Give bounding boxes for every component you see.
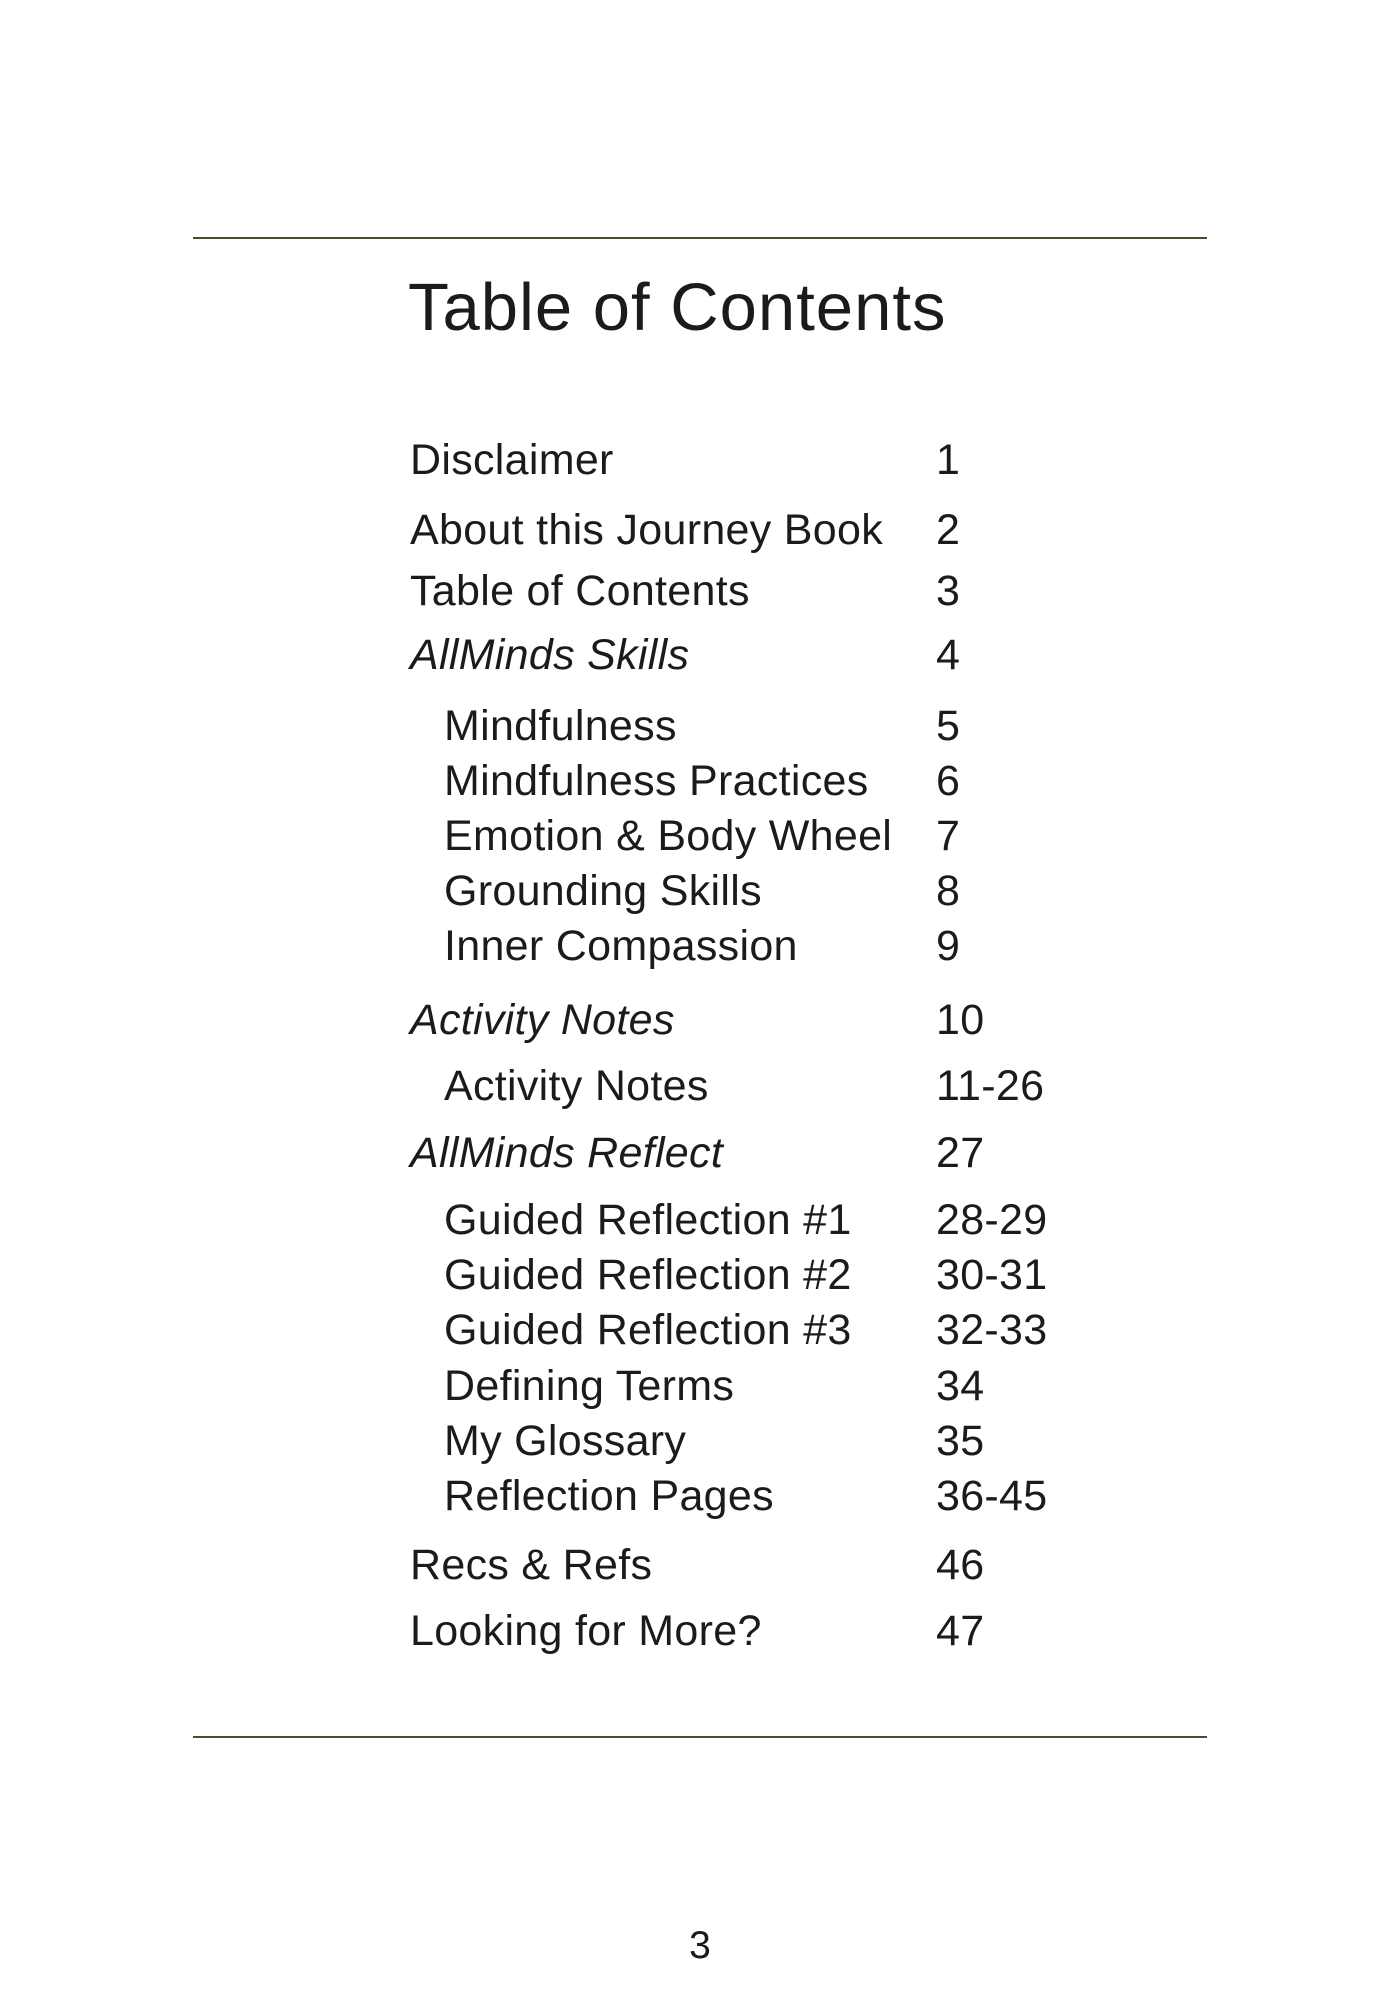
toc-entry-label: Guided Reflection #1 — [444, 1196, 852, 1244]
toc-entry-page: 2 — [936, 506, 961, 554]
toc-entry-label: Defining Terms — [444, 1362, 735, 1410]
toc-entry — [0, 567, 1400, 620]
toc-entry — [0, 1417, 1400, 1470]
toc-entry — [0, 1196, 1400, 1249]
toc-entry-page: 3 — [936, 567, 961, 615]
toc-entry — [0, 757, 1400, 810]
page-number: 3 — [689, 1924, 711, 1967]
toc-entry — [0, 922, 1400, 975]
toc-entry-page: 47 — [936, 1607, 985, 1655]
toc-entry — [0, 1306, 1400, 1359]
toc-entry — [0, 702, 1400, 755]
toc-entry-page: 10 — [936, 996, 985, 1044]
toc-entry-page: 4 — [936, 631, 961, 679]
toc-entry-label: Inner Compassion — [444, 922, 798, 970]
toc-entry-label: Guided Reflection #2 — [444, 1251, 852, 1299]
toc-entry-page: 36-45 — [936, 1472, 1048, 1520]
toc-entry-page: 35 — [936, 1417, 985, 1465]
top-divider — [193, 237, 1207, 239]
toc-entry-page: 1 — [936, 436, 961, 484]
toc-entry-label: Reflection Pages — [444, 1472, 774, 1520]
toc-entry — [0, 506, 1400, 559]
toc-entry-label: Mindfulness — [444, 702, 677, 750]
toc-entry-page: 8 — [936, 867, 961, 915]
toc-entry — [0, 812, 1400, 865]
toc-entry-page: 46 — [936, 1541, 985, 1589]
toc-entry-page: 34 — [936, 1362, 985, 1410]
toc-entry — [0, 1541, 1400, 1594]
toc-entry-label: Mindfulness Practices — [444, 757, 869, 805]
toc-entry-label: Disclaimer — [410, 436, 614, 484]
toc-entry-page: 32-33 — [936, 1306, 1048, 1354]
toc-entry — [0, 996, 1400, 1049]
toc-entry-page: 7 — [936, 812, 961, 860]
toc-entry — [0, 1607, 1400, 1660]
toc-entry-label: Grounding Skills — [444, 867, 762, 915]
toc-entry-label: My Glossary — [444, 1417, 687, 1465]
toc-entry-page: 30-31 — [936, 1251, 1048, 1299]
toc-entry — [0, 1129, 1400, 1182]
toc-entry-label: About this Journey Book — [410, 506, 884, 554]
toc-entry-label: Table of Contents — [410, 567, 750, 615]
toc-entry — [0, 1472, 1400, 1525]
toc-entry-page: 27 — [936, 1129, 985, 1177]
toc-entry — [0, 1251, 1400, 1304]
toc-entry-page: 9 — [936, 922, 961, 970]
toc-entry — [0, 1362, 1400, 1415]
toc-entry-label: Activity Notes — [410, 996, 675, 1044]
toc-entry-label: Guided Reflection #3 — [444, 1306, 852, 1354]
toc-entry — [0, 1062, 1400, 1115]
toc-entry-page: 11-26 — [936, 1062, 1045, 1110]
bottom-divider — [193, 1736, 1207, 1738]
page-title: Table of Contents — [408, 270, 947, 345]
toc-entry-label: Recs & Refs — [410, 1541, 653, 1589]
toc-entry-label: AllMinds Reflect — [410, 1129, 724, 1177]
toc-entry-page: 5 — [936, 702, 961, 750]
toc-entry-label: Activity Notes — [444, 1062, 709, 1110]
toc-entry — [0, 436, 1400, 489]
toc-entry-page: 6 — [936, 757, 961, 805]
toc-entry-label: Looking for More? — [410, 1607, 762, 1655]
toc-entry-page: 28-29 — [936, 1196, 1048, 1244]
toc-entry-label: AllMinds Skills — [410, 631, 690, 679]
toc-entry — [0, 867, 1400, 920]
toc-entry-label: Emotion & Body Wheel — [444, 812, 893, 860]
toc-entry — [0, 631, 1400, 684]
